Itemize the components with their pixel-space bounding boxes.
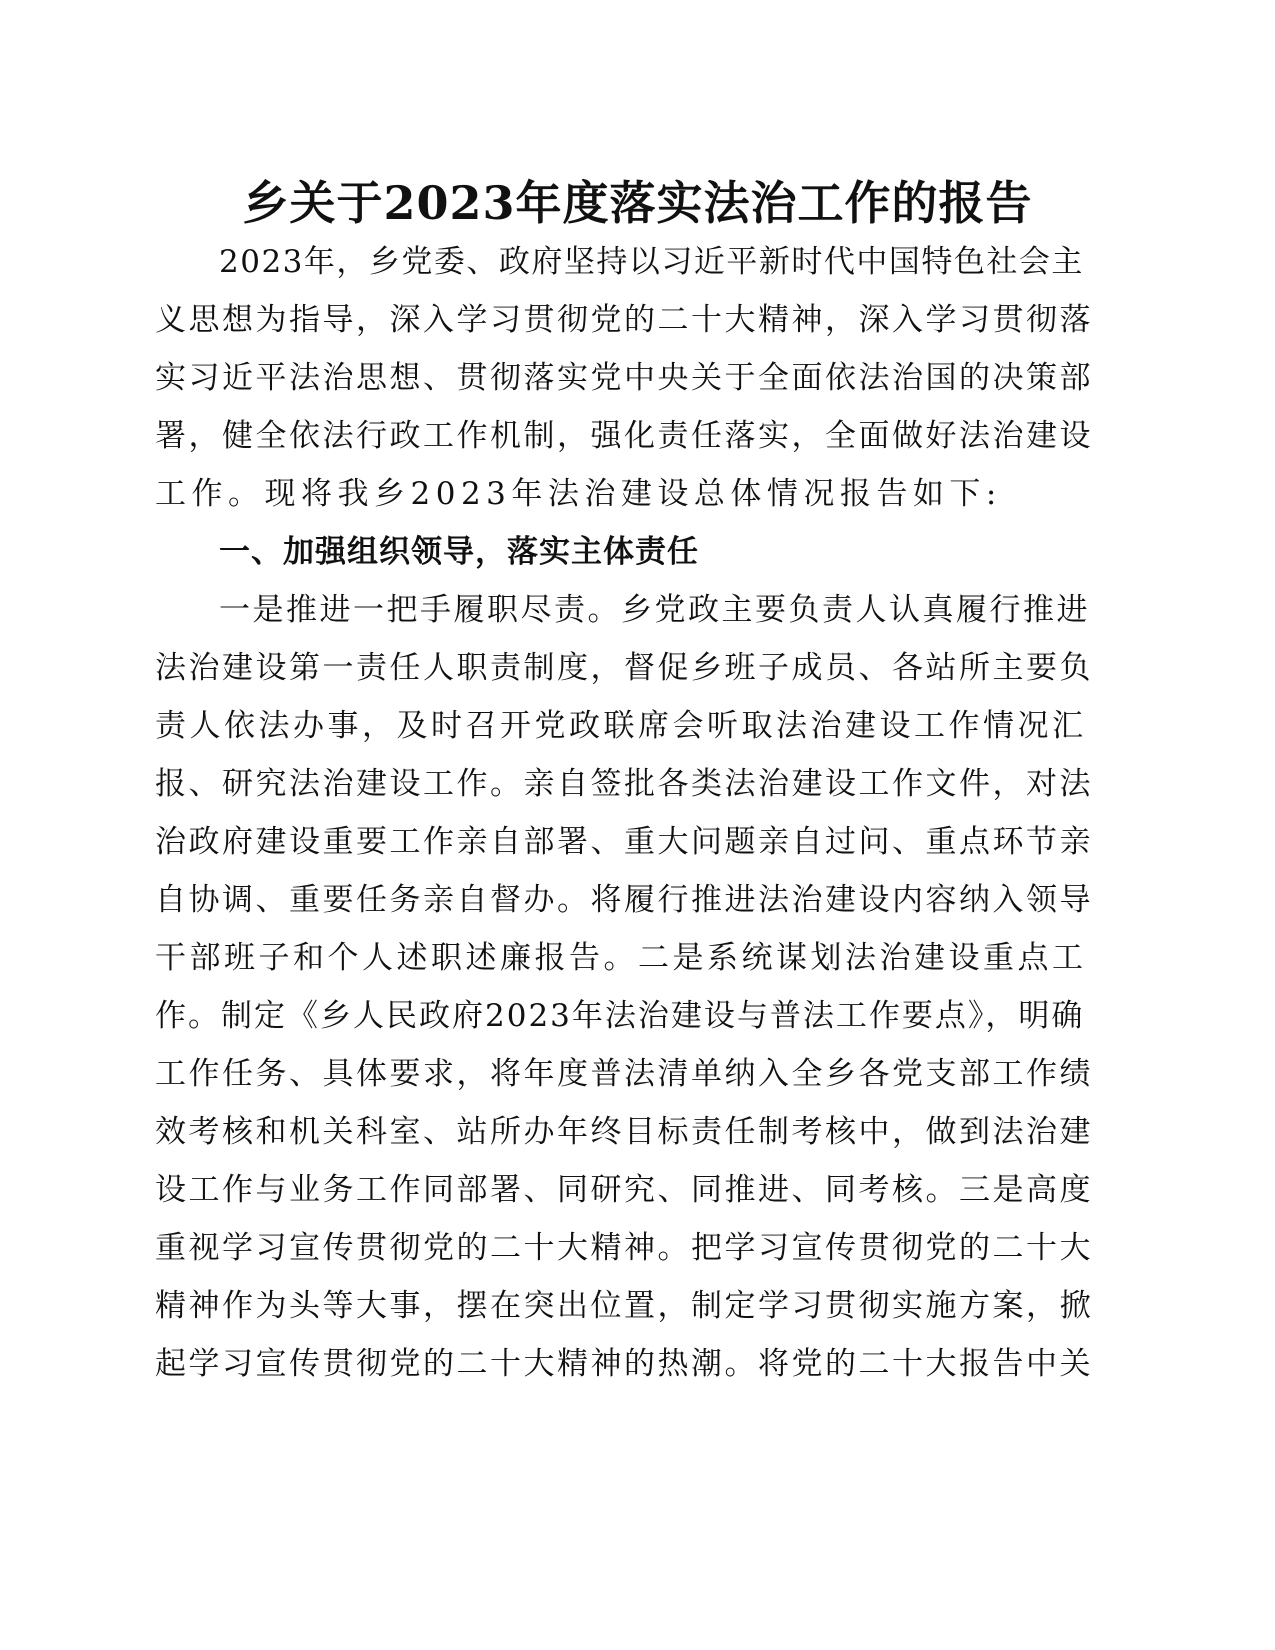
body-line: 一是推进一把手履职尽责。乡党政主要负责人认真履行推进 xyxy=(219,592,1090,628)
body-line: 报、研究法治建设工作。亲自签批各类法治建设工作文件，对法 xyxy=(155,766,1093,802)
body-line: 法治建设第一责任人职责制度，督促乡班子成员、各站所主要负 xyxy=(155,650,1093,686)
body-line: 起学习宣传贯彻党的二十大精神的热潮。将党的二十大报告中关 xyxy=(155,1346,1093,1382)
body-line: 设工作与业务工作同部署、同研究、同推进、同考核。三是高度 xyxy=(155,1172,1093,1208)
body-line: 作。制定《乡人民政府2023年法治建设与普法工作要点》，明确 xyxy=(155,998,1085,1034)
section-heading: 一、加强组织领导，落实主体责任 xyxy=(219,534,699,570)
document-title: 乡关于2023年度落实法治工作的报告 xyxy=(242,176,1033,230)
body-line: 实习近平法治思想、贯彻落实党中央关于全面依法治国的决策部 xyxy=(155,360,1093,396)
body-line: 效考核和机关科室、站所办年终目标责任制考核中，做到法治建 xyxy=(155,1114,1093,1150)
body-line: 2023年，乡党委、政府坚持以习近平新时代中国特色社会主 xyxy=(219,244,1084,280)
body-line: 工作任务、具体要求，将年度普法清单纳入全乡各党支部工作绩 xyxy=(155,1056,1093,1092)
body-line: 精神作为头等大事，摆在突出位置，制定学习贯彻实施方案，掀 xyxy=(155,1288,1093,1324)
body-line: 治政府建设重要工作亲自部署、重大问题亲自过问、重点环节亲 xyxy=(155,824,1093,860)
body-line: 责人依法办事，及时召开党政联席会听取法治建设工作情况汇 xyxy=(155,708,1087,744)
body-line: 义思想为指导，深入学习贯彻党的二十大精神，深入学习贯彻落 xyxy=(155,302,1093,338)
document-body xyxy=(155,233,1095,1393)
body-line: 自协调、重要任务亲自督办。将履行推进法治建设内容纳入领导 xyxy=(155,882,1093,918)
body-line: 工作。现将我乡2023年法治建设总体情况报告如下: xyxy=(155,476,1002,512)
body-line: 署，健全依法行政工作机制，强化责任落实，全面做好法治建设 xyxy=(155,418,1093,454)
body-line: 干部班子和个人述职述廉报告。二是系统谋划法治建设重点工 xyxy=(155,940,1087,976)
body-line: 重视学习宣传贯彻党的二十大精神。把学习宣传贯彻党的二十大 xyxy=(155,1230,1093,1266)
